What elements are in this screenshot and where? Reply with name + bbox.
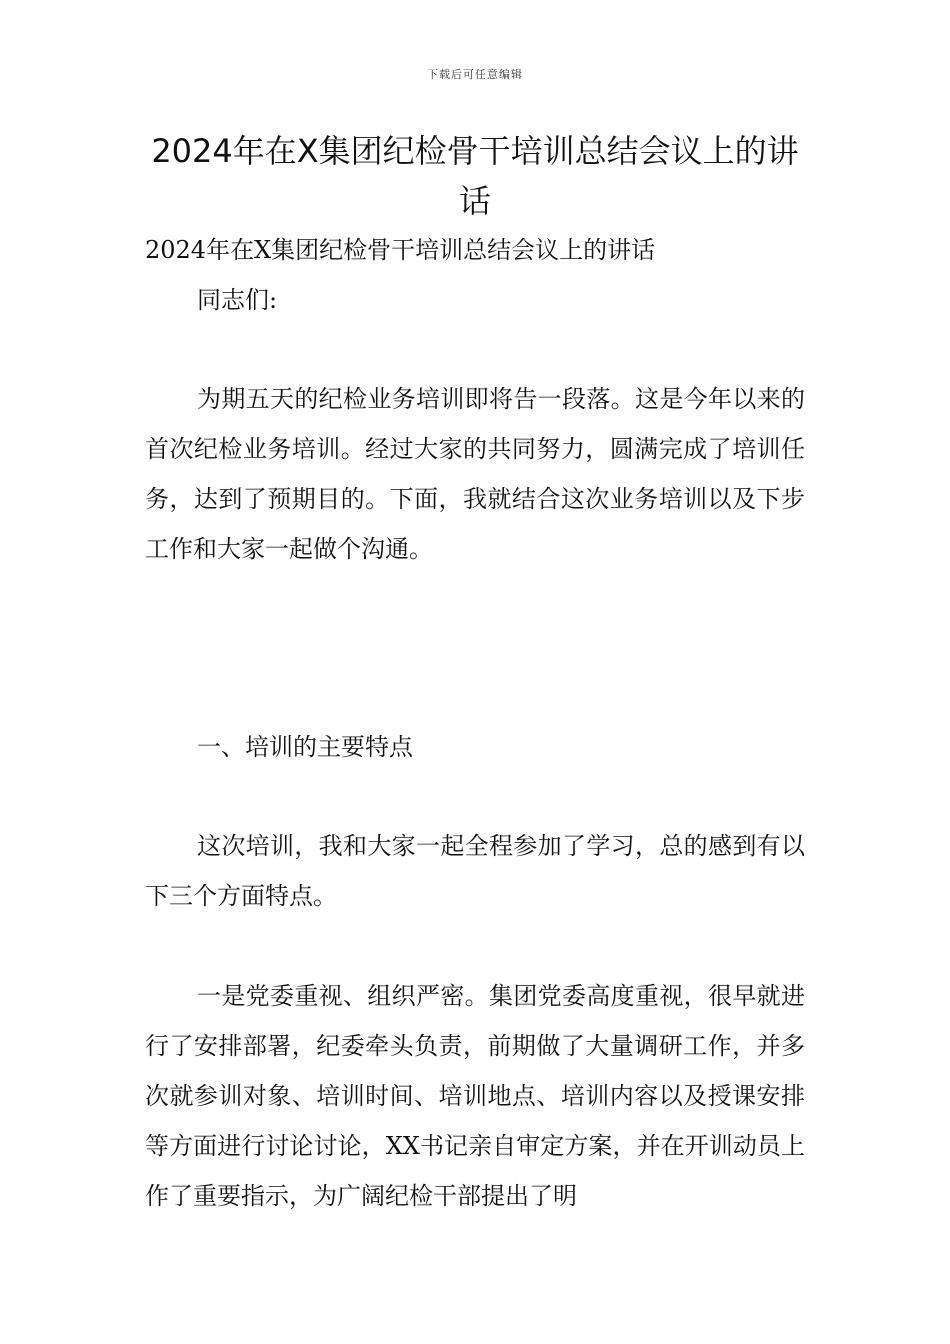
salutation: 同志们: xyxy=(197,286,278,314)
paragraph-features-intro: 这次培训，我和大家一起全程参加了学习，总的感到有以下三个方面特点。 xyxy=(145,832,805,910)
document-title: 2024年在X集团纪检骨干培训总结会议上的讲话 xyxy=(151,132,799,220)
title-repeat-line: 2024年在X集团纪检骨干培训总结会议上的讲话 xyxy=(145,236,656,264)
paragraph-point-one: 一是党委重视、组织严密。集团党委高度重视，很早就进行了安排部署，纪委牵头负责，前期做了大量调研工作，并多次就参训对象、培训时间、培训地点、培训内容以及授课安排等方面进行讨论讨论，XX书记亲自审定方案，并在开训动员上作了重要指示，为广阔纪检干部提出了明 xyxy=(145,982,805,1210)
paragraph-intro: 为期五天的纪检业务培训即将告一段落。这是今年以来的首次纪检业务培训。经过大家的共同努力，圆满完成了培训任务，达到了预期目的。下面，我就结合这次业务培训以及下步工作和大家一起做个沟通。 xyxy=(145,385,805,563)
section-heading: 一、培训的主要特点 xyxy=(197,733,413,761)
header-note: 下载后可任意编辑 xyxy=(427,68,523,81)
